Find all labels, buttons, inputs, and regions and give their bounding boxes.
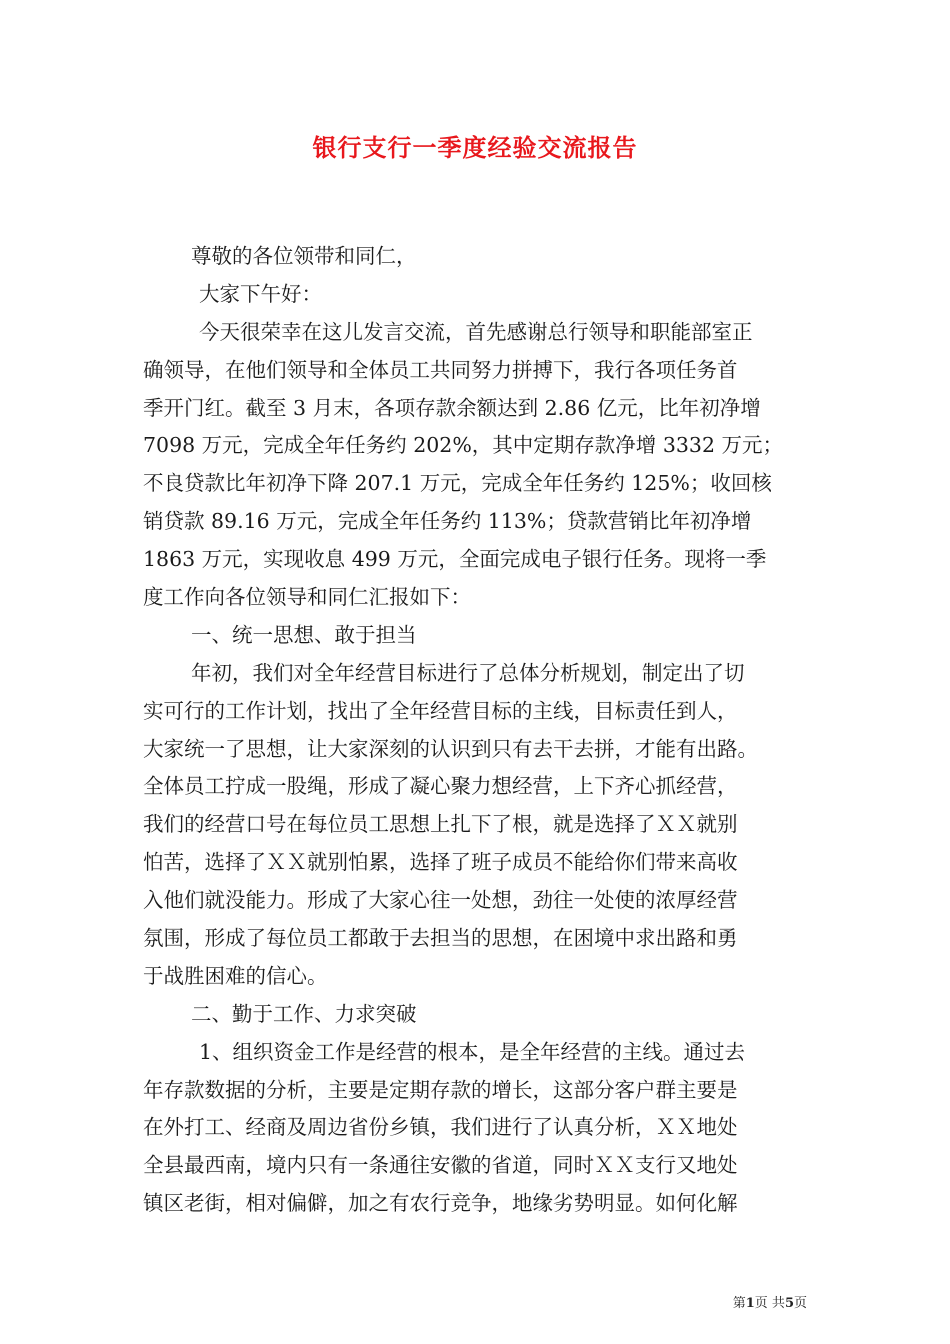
paragraph-line: 怕苦，选择了ＸＸ就别怕累，选择了班子成员不能给你们带来高收	[143, 850, 738, 875]
paragraph-line: 大家下午好：	[199, 281, 322, 306]
paragraph-line: 全体员工拧成一股绳，形成了凝心聚力想经营，上下齐心抓经营，	[143, 774, 738, 799]
paragraph-line: 季开门红。截至 3 月末，各项存款余额达到 2.86 亿元，比年初净增	[143, 395, 761, 420]
paragraph-line: 二、勤于工作、力求突破	[191, 1001, 417, 1026]
total-pages-number: 5	[784, 1296, 794, 1311]
footer-suffix: 页	[793, 1296, 807, 1311]
paragraph-line: 实可行的工作计划，找出了全年经营目标的主线，目标责任到人，	[143, 698, 738, 723]
paragraph-line: 1863 万元，实现收息 499 万元，全面完成电子银行任务。现将一季	[143, 547, 767, 572]
document-body	[143, 238, 815, 1223]
paragraph-line: 一、统一思想、敢于担当	[191, 622, 417, 647]
paragraph-line: 度工作向各位领导和同仁汇报如下：	[143, 585, 471, 610]
page-title: 银行支行一季度经验交流报告	[312, 133, 638, 162]
paragraph-line: 今天很荣幸在这儿发言交流，首先感谢总行领导和职能部室正	[199, 319, 753, 344]
paragraph-line: 入他们就没能力。形成了大家心往一处想，劲往一处使的浓厚经营	[143, 888, 738, 913]
footer-prefix: 第	[732, 1296, 746, 1311]
paragraph-line: 不良贷款比年初净下降 207.1 万元，完成全年任务约 125%；收回核	[143, 471, 772, 496]
paragraph-line: 于战胜困难的信心。	[143, 963, 328, 988]
paragraph-line: 全县最西南，境内只有一条通往安徽的省道，同时ＸＸ支行又地处	[143, 1153, 738, 1178]
paragraph-line: 镇区老街，相对偏僻，加之有农行竞争，地缘劣势明显。如何化解	[143, 1191, 738, 1216]
paragraph-line: 大家统一了思想，让大家深刻的认识到只有去干去拼，才能有出路。	[143, 736, 758, 761]
paragraph-line: 氛围，形成了每位员工都敢于去担当的思想，在困境中求出路和勇	[143, 926, 738, 951]
paragraph-line: 在外打工、经商及周边省份乡镇，我们进行了认真分析，ＸＸ地处	[143, 1115, 738, 1140]
paragraph-line: 销贷款 89.16 万元，完成全年任务约 113%；贷款营销比年初净增	[143, 509, 752, 534]
paragraph-line: 年初，我们对全年经营目标进行了总体分析规划，制定出了切	[191, 660, 745, 685]
paragraph-line: 确领导，在他们领导和全体员工共同努力拼搏下，我行各项任务首	[143, 357, 738, 382]
paragraph-line: 1、组织资金工作是经营的根本，是全年经营的主线。通过去	[199, 1039, 746, 1064]
footer-middle: 页 共	[754, 1296, 785, 1311]
paragraph-line: 尊敬的各位领带和同仁，	[191, 244, 417, 268]
paragraph-line: 年存款数据的分析，主要是定期存款的增长，这部分客户群主要是	[143, 1077, 738, 1102]
page-footer	[733, 1296, 807, 1312]
paragraph-line: 我们的经营口号在每位员工思想上扎下了根，就是选择了ＸＸ就别	[143, 812, 738, 837]
current-page-number: 1	[745, 1296, 755, 1311]
paragraph-line: 7098 万元，完成全年任务约 202%，其中定期存款净增 3332 万元；	[143, 433, 784, 458]
